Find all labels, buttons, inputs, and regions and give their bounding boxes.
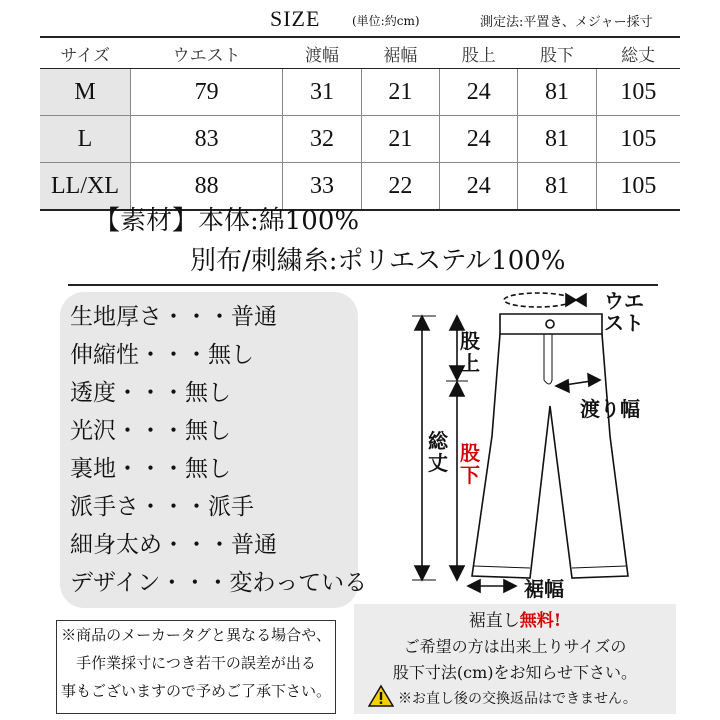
column-header: サイズ (40, 37, 131, 69)
column-header: 総丈 (596, 37, 680, 69)
pants-outline (472, 334, 628, 578)
alteration-line: 股下寸法(cm)をお知らせ下さい。 (392, 663, 638, 682)
arrow-icon (556, 380, 569, 392)
unit-note: (単位:約cm) (352, 14, 420, 28)
disclaimer-line: 手作業採寸につき若干の誤差が出る (76, 654, 316, 672)
table-cell: 81 (518, 116, 596, 163)
fly-seam (544, 334, 552, 384)
waist-loop-icon (504, 293, 572, 307)
feature-item: 光沢・・・無し (70, 418, 231, 444)
feature-list (70, 298, 367, 602)
disclaimer-line: ※商品のメーカータグと異なる場合や、 (61, 626, 331, 644)
free-badge: 無料! (519, 611, 562, 631)
table-cell: 105 (596, 163, 680, 211)
size-title: SIZE (270, 6, 321, 31)
material-secondary: 別布/刺繍糸:ポリエステル100% (190, 246, 566, 276)
waist-label: ウエスト (604, 289, 644, 335)
alteration-title (354, 606, 676, 631)
thigh-label: 渡り幅 (580, 397, 640, 421)
column-header: ウエスト (131, 37, 283, 69)
table-row (40, 69, 680, 116)
alteration-box (354, 604, 676, 714)
table-header-row (40, 37, 680, 69)
table-cell: 21 (361, 69, 439, 116)
table-cell: 22 (361, 163, 439, 211)
table-cell: 21 (361, 116, 439, 163)
arrow-icon (588, 374, 600, 386)
feature-item: 生地厚さ・・・普通 (70, 304, 277, 330)
arrow-down-icon (415, 566, 429, 580)
column-header: 股上 (440, 37, 518, 69)
feature-item: デザイン・・・変わっている (70, 570, 368, 596)
arrow-up-icon (450, 316, 464, 330)
column-header: 裾幅 (361, 37, 439, 69)
table-cell: 83 (131, 116, 283, 163)
alteration-line: ご希望の方は出来上りサイズの (403, 637, 627, 656)
arrow-down-icon (450, 566, 464, 580)
table-cell: 24 (440, 163, 518, 211)
table-cell: 105 (596, 69, 680, 116)
measurement-method-note: 測定法:平置き、メジャー採寸 (480, 15, 653, 30)
alteration-warning-text: ※お直し後の交換返品はできません。 (398, 691, 637, 707)
table-cell: 24 (440, 116, 518, 163)
table-cell: 24 (440, 69, 518, 116)
feature-item: 裏地・・・無し (70, 456, 231, 482)
table-cell: 31 (283, 69, 361, 116)
feature-item: 透度・・・無し (70, 380, 231, 406)
total-length-label: 総丈 (428, 429, 448, 475)
arrow-icon (468, 580, 480, 592)
size-label: LL/XL (40, 163, 131, 211)
hem-label: 裾幅 (524, 577, 564, 601)
table-cell: 81 (518, 163, 596, 211)
arrow-icon (504, 580, 516, 592)
warning-icon (368, 684, 394, 708)
table-row (40, 116, 680, 163)
disclaimer-line: 事もございますので予めご了承下さい。 (60, 682, 331, 700)
disclaimer-box (56, 620, 336, 714)
feature-item: 派手さ・・・派手 (70, 494, 254, 520)
arrow-up-icon (450, 382, 464, 396)
size-table (40, 36, 680, 211)
arrow-up-icon (415, 316, 429, 330)
table-cell: 105 (596, 116, 680, 163)
alteration-title-text: 裾直し (468, 611, 520, 631)
column-header: 股下 (518, 37, 596, 69)
table-cell: 32 (283, 116, 361, 163)
size-label: L (40, 116, 131, 163)
feature-item: 伸縮性・・・無し (70, 342, 254, 368)
table-cell: 79 (131, 69, 283, 116)
arrow-icon (576, 294, 586, 306)
size-label: M (40, 69, 131, 116)
button-icon (546, 320, 554, 328)
table-cell: 33 (283, 163, 361, 211)
table-cell: 88 (131, 163, 283, 211)
feature-item: 細身太め・・・普通 (70, 532, 277, 558)
rise-label: 股上 (460, 329, 480, 375)
inseam-label: 股下 (460, 441, 480, 487)
material-main: 【素材】本体:綿100% (94, 206, 360, 236)
column-header: 渡幅 (283, 37, 361, 69)
table-cell: 81 (518, 69, 596, 116)
